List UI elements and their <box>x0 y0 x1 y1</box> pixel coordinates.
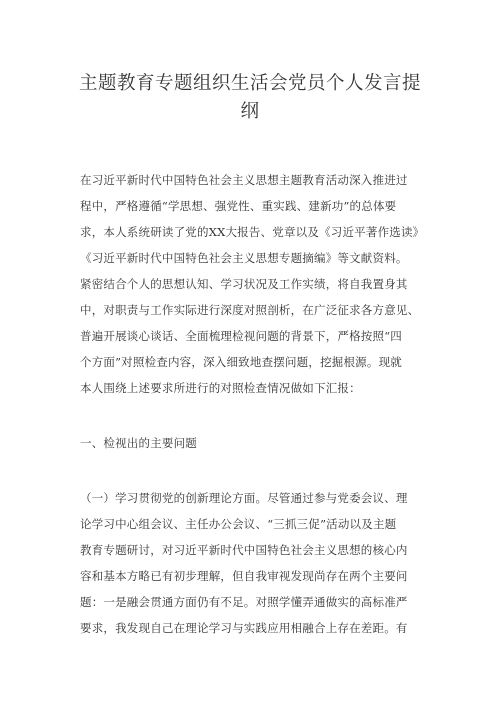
section-paragraph <box>80 485 425 641</box>
text-line: 求，本人系统研读了党的XX大报告、党章以及《习近平著作选读》 <box>80 225 425 239</box>
heading-text: 一、检视出的主要问题 <box>80 436 197 450</box>
text-line: 容和基本方略已有初步理解，但自我审视发现尚存在两个主要问 <box>80 569 408 583</box>
text-line: 本人围绕上述要求所进行的对照检查情况做如下汇报： <box>80 381 361 395</box>
text-line: 在习近平新时代中国特色社会主义思想主题教育活动深入推进过 <box>80 173 408 187</box>
text-line: 普遍开展谈心谈话、全面梳理检视问题的背景下，严格按照“四 <box>80 329 402 343</box>
text-line: 个方面”对照检查内容，深入细致地查摆问题，挖掘根源。现就 <box>80 355 402 369</box>
text-line: 要求，我发现自己在理论学习与实践应用相融合上存在差距。有 <box>80 621 408 635</box>
text-line: 题：一是融会贯通方面仍有不足。对照学懂弄通做实的高标准严 <box>80 595 408 609</box>
text-line: 紧密结合个人的思想认知、学习状况及工作实绩，将自我置身其 <box>80 277 408 291</box>
document-title <box>70 70 430 126</box>
text-line: 论学习中心组会议、主任办公会议、“三抓三促”活动以及主题 <box>80 517 397 531</box>
text-line: 《习近平新时代中国特色社会主义思想专题摘编》等文献资料。 <box>80 251 408 265</box>
text-line: （一）学习贯彻党的创新理论方面。尽管通过参与党委会议、理 <box>80 491 408 505</box>
title-line: 主题教育专题组织生活会党员个人发言提 <box>78 73 421 94</box>
text-line: 程中，严格遵循“学思想、强党性、重实践、建新功”的总体要 <box>80 199 397 213</box>
title-line: 纲 <box>240 101 260 122</box>
intro-paragraph <box>80 167 425 401</box>
section-heading <box>80 430 425 456</box>
text-line: 中，对职责与工作实际进行深度对照剖析，在广泛征求各方意见、 <box>80 303 420 317</box>
text-line: 教育专题研讨，对习近平新时代中国特色社会主义思想的核心内 <box>80 543 408 557</box>
